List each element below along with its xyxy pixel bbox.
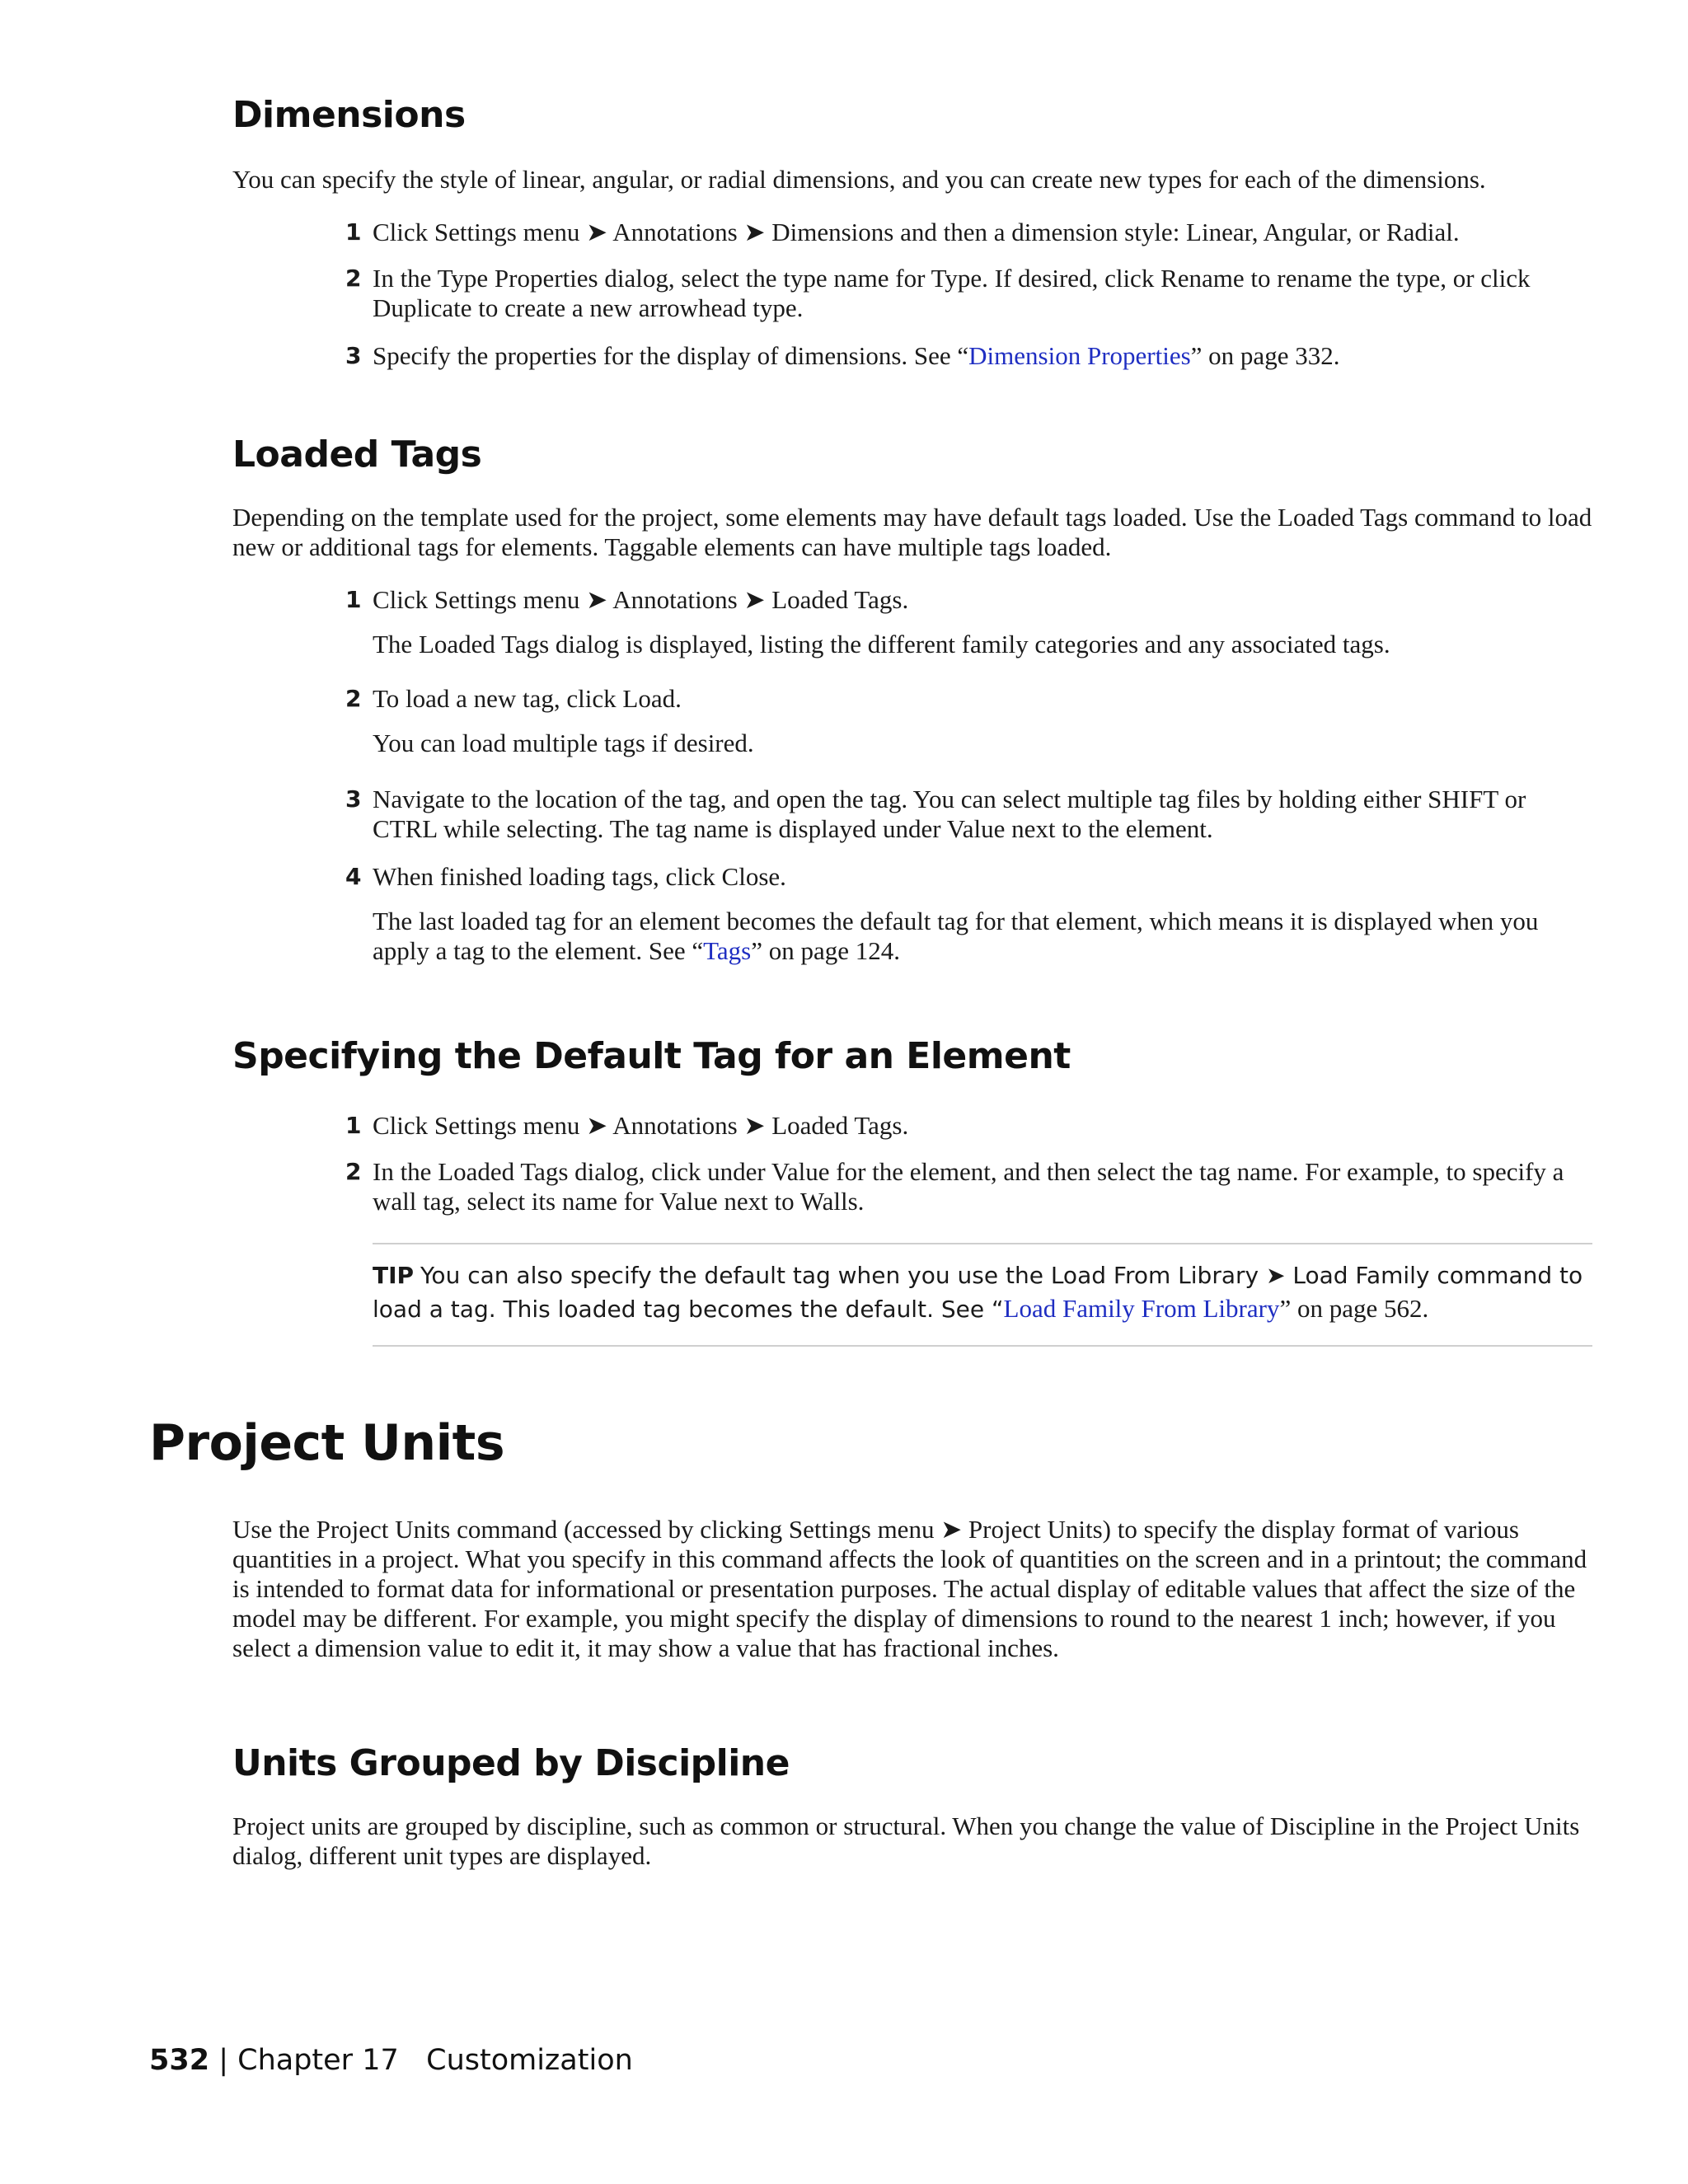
dimensions-step-2	[345, 264, 1592, 323]
step-text: Navigate to the location of the tag, and open the tag. You can select multiple tag files by holding either SHIFT or CTRL while selecting. The tag name is displayed under Value next to the element.	[373, 785, 1526, 843]
dimension-properties-link[interactable]: Dimension Properties	[968, 341, 1191, 370]
step-text: Click Settings menu ➤ Annotations ➤ Dimensions and then a dimension style: Linear, Angular, or Radial.	[373, 218, 1460, 246]
footer-section: Customization	[426, 2044, 633, 2077]
step-text: Click Settings menu ➤ Annotations ➤ Loaded Tags.	[373, 585, 909, 614]
load-family-from-library-link[interactable]: Load Family From Library	[1003, 1294, 1280, 1323]
step-number: 2	[345, 265, 362, 292]
chapter-heading-project-units: Project Units	[149, 1414, 505, 1472]
units-grouped-intro: Project units are grouped by discipline, such as common or structural. When you change the value of Discipline in the Project Units dialog, different unit types are displayed.	[232, 1811, 1580, 1870]
note-text-post: ” on page 124.	[751, 936, 901, 965]
loaded-tags-step-3	[345, 785, 1592, 844]
step-text: To load a new tag, click Load.	[373, 684, 682, 713]
step-number: 2	[345, 685, 362, 712]
loaded-tags-step-4	[345, 862, 1592, 892]
section-heading-loaded-tags: Loaded Tags	[232, 434, 482, 476]
loaded-tags-step-1	[345, 585, 1592, 615]
section-heading-units-grouped: Units Grouped by Discipline	[232, 1742, 790, 1784]
loaded-tags-intro: Depending on the template used for the project, some elements may have default tags loaded. Use the Loaded Tags command to load new or additional tags for elements. Taggable elements can have multiple tags loaded.	[232, 503, 1592, 561]
loaded-tags-step-4-note	[373, 907, 1592, 966]
dimensions-step-1	[345, 218, 1592, 247]
loaded-tags-step-2-note: You can load multiple tags if desired.	[373, 729, 754, 757]
section-heading-dimensions: Dimensions	[232, 94, 466, 136]
step-text-pre: Specify the properties for the display of dimensions. See “	[373, 341, 969, 370]
project-units-intro: Use the Project Units command (accessed by clicking Settings menu ➤ Project Units) to specify the display format of various quantities in a project. What you specify in this command affects the look of quantities on the screen and in a printout; the command is intended to format data for informational or presentation purposes. The actual display of editable values that affect the size of the model may be different. For example, you might specify the display of dimensions to round to the nearest 1 inch; however, if you select a dimension value to edit it, it may show a value that has fractional inches.	[232, 1515, 1587, 1662]
tip-box	[373, 1259, 1592, 1326]
page-number: 532	[149, 2044, 210, 2077]
step-text-post: ” on page 332.	[1190, 341, 1340, 370]
page-footer	[149, 2044, 633, 2077]
footer-separator: |	[218, 2044, 228, 2077]
section-heading-default-tag: Specifying the Default Tag for an Element	[232, 1035, 1071, 1077]
step-number: 4	[345, 863, 362, 890]
loaded-tags-step-2	[345, 684, 1592, 714]
step-number: 2	[345, 1158, 362, 1185]
step-number: 1	[345, 1112, 362, 1139]
tags-link[interactable]: Tags	[703, 936, 752, 965]
step-number: 3	[345, 342, 362, 369]
step-text: When finished loading tags, click Close.	[373, 862, 786, 891]
tip-text-pre: You can also specify the default tag when you use the Load From Library ➤ Load Family command to load a tag. This loaded tag becomes the default. See “	[373, 1262, 1583, 1323]
default-tag-step-2	[345, 1157, 1592, 1216]
step-text: In the Type Properties dialog, select the type name for Type. If desired, click Rename to rename the type, or click Duplicate to create a new arrowhead type.	[373, 264, 1531, 322]
step-number: 1	[345, 218, 362, 246]
tip-text-post: ” on page 562.	[1279, 1294, 1429, 1323]
loaded-tags-step-1-note: The Loaded Tags dialog is displayed, listing the different family categories and any associated tags.	[373, 630, 1390, 658]
dimensions-intro: You can specify the style of linear, angular, or radial dimensions, and you can create new types for each of the dimensions.	[232, 165, 1486, 194]
tip-top-rule	[373, 1243, 1592, 1244]
dimensions-step-3	[345, 341, 1592, 371]
note-text-pre: The last loaded tag for an element becomes the default tag for that element, which means it is displayed when you apply a tag to the element. See “	[373, 907, 1539, 965]
step-number: 3	[345, 785, 362, 813]
footer-chapter: Chapter 17	[237, 2044, 399, 2077]
step-number: 1	[345, 586, 362, 613]
default-tag-step-1	[345, 1111, 1592, 1141]
tip-bottom-rule	[373, 1345, 1592, 1347]
tip-label: TIP	[373, 1262, 415, 1289]
step-text: In the Loaded Tags dialog, click under Value for the element, and then select the tag name. For example, to specify a wall tag, select its name for Value next to Walls.	[373, 1157, 1564, 1216]
step-text: Click Settings menu ➤ Annotations ➤ Loaded Tags.	[373, 1111, 909, 1140]
